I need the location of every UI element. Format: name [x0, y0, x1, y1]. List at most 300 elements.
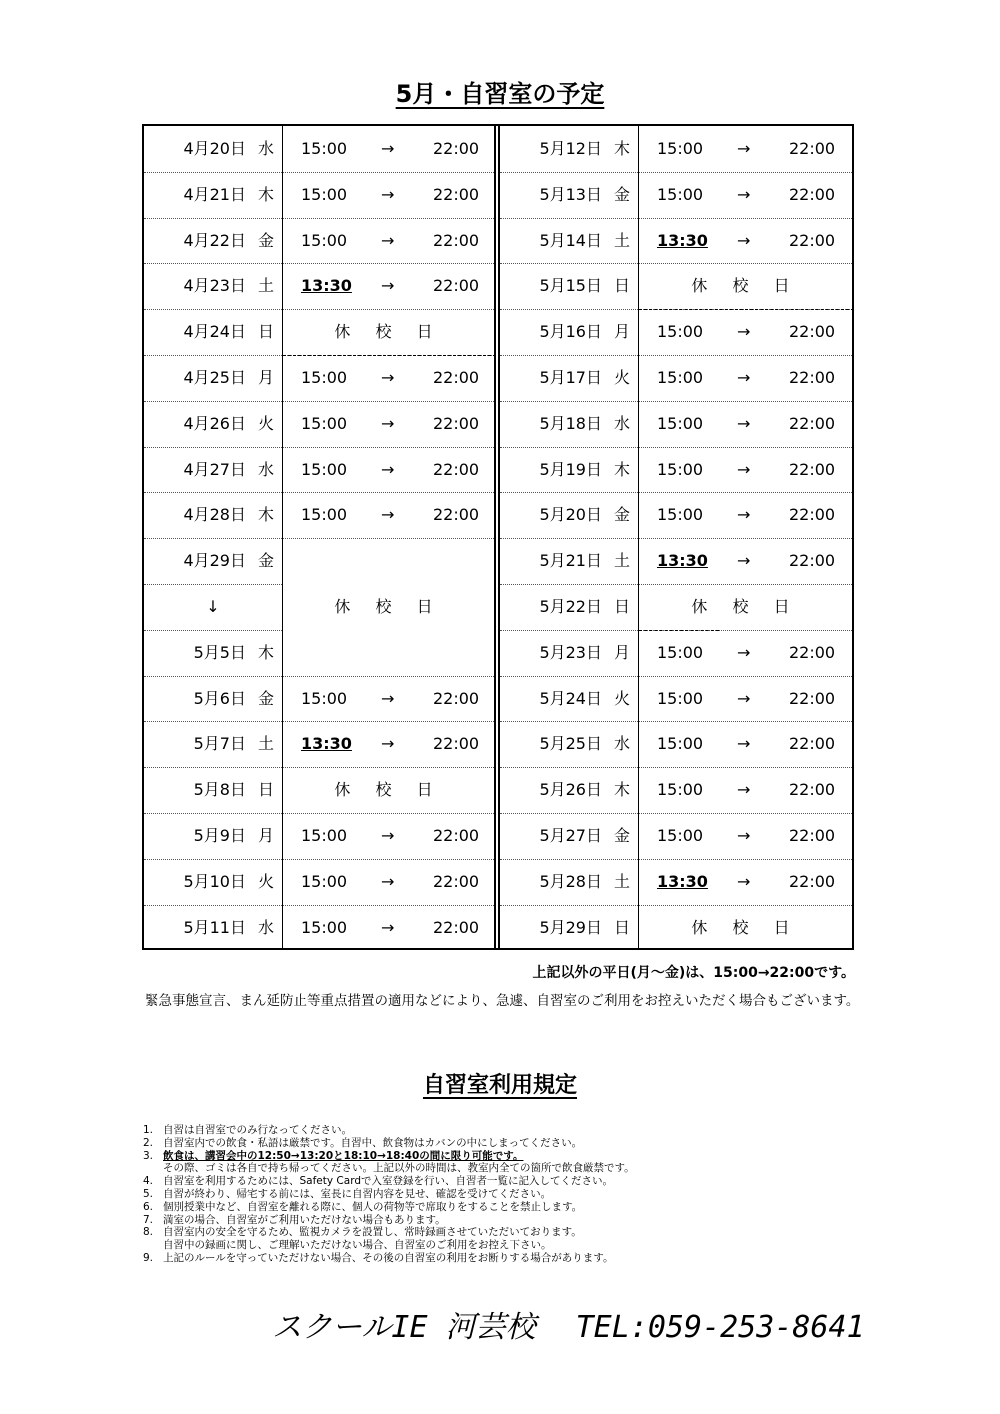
- schedule-row: [500, 309, 852, 355]
- date-cell: [144, 538, 282, 584]
- rule-text: 自習室を利用するためには、Safety Cardで入室登録を行い、自習者一覧に記入してください。: [163, 1175, 613, 1188]
- date-cell: [144, 584, 282, 630]
- schedule-row: [144, 676, 494, 722]
- start-time: 15:00: [657, 826, 704, 845]
- dashed-divider: [639, 630, 719, 631]
- schedule-column-right: [498, 126, 852, 948]
- date-text: 5月29日: [539, 917, 602, 937]
- start-time: 15:00: [657, 184, 704, 204]
- start-time: 15:00: [657, 322, 704, 342]
- arrow: →: [737, 551, 751, 571]
- weekday-text: 月: [257, 368, 274, 387]
- closed-label: 休 校 日: [334, 597, 443, 616]
- date-cell: [500, 767, 638, 813]
- date-cell: [144, 401, 282, 447]
- start-time: 13:30: [657, 551, 708, 571]
- end-time: 22:00: [789, 184, 836, 204]
- end-time: 22:00: [433, 459, 480, 479]
- time-cell: [283, 767, 494, 813]
- schedule-row: [500, 813, 852, 859]
- arrow: →: [737, 642, 751, 662]
- weekday-text: 土: [613, 871, 630, 891]
- time-cell: [283, 584, 494, 630]
- date-text: 5月15日: [539, 276, 602, 296]
- start-time: 13:30: [301, 734, 352, 754]
- end-time: 22:00: [433, 917, 480, 937]
- date-cell: [144, 767, 282, 813]
- schedule-row: [144, 584, 494, 630]
- date-cell: [500, 813, 638, 859]
- end-time: 22:00: [789, 505, 836, 525]
- weekday-text: 木: [613, 780, 630, 800]
- rule-item: [143, 1239, 863, 1252]
- schedule-row: [500, 126, 852, 172]
- arrow: →: [381, 871, 395, 891]
- weekday-text: 金: [613, 505, 630, 525]
- date-text: 5月10日: [183, 871, 246, 891]
- time-cell: [639, 172, 852, 218]
- weekday-text: 金: [613, 184, 630, 204]
- schedule-column-left: [144, 126, 496, 948]
- schedule-row: [500, 401, 852, 447]
- time-cell: [283, 905, 494, 951]
- schedule-row: [144, 126, 494, 172]
- arrow: →: [737, 780, 751, 800]
- rule-text: 自習は自習室でのみ行なってください。: [163, 1124, 352, 1136]
- rule-item: [143, 1137, 863, 1150]
- weekday-text: 火: [613, 688, 630, 708]
- time-cell: [639, 630, 852, 676]
- arrow: →: [381, 276, 395, 296]
- weekday-text: 日: [613, 917, 630, 937]
- schedule-row: [500, 263, 852, 309]
- date-text: 5月20日: [539, 505, 602, 525]
- weekday-text: 金: [613, 826, 630, 845]
- date-cell: [144, 263, 282, 309]
- date-cell: [144, 447, 282, 493]
- schedule-row: [500, 172, 852, 218]
- date-cell: [144, 355, 282, 401]
- start-time: 15:00: [301, 505, 348, 525]
- weekday-text: 水: [613, 413, 630, 433]
- weekday-text: 火: [257, 871, 274, 891]
- weekday-text: 金: [257, 551, 274, 571]
- schedule-row: [144, 218, 494, 264]
- start-time: 15:00: [657, 413, 704, 433]
- time-cell: [283, 218, 494, 264]
- arrow: →: [737, 413, 751, 433]
- arrow: →: [381, 368, 395, 387]
- start-time: 15:00: [657, 688, 704, 708]
- time-cell: [639, 126, 852, 172]
- date-text: 5月25日: [539, 734, 602, 754]
- rule-number: 3.: [143, 1149, 154, 1162]
- weekday-text: 日: [613, 597, 630, 616]
- time-cell: [639, 676, 852, 722]
- weekday-text: 月: [613, 322, 630, 342]
- weekday-text: 木: [257, 184, 274, 204]
- date-cell: [144, 126, 282, 172]
- weekday-text: 水: [257, 917, 274, 937]
- end-time: 22:00: [433, 276, 480, 296]
- arrow: →: [737, 826, 751, 845]
- time-cell: [283, 676, 494, 722]
- arrow: →: [737, 734, 751, 754]
- end-time: 22:00: [433, 368, 480, 387]
- closed-label: 休 校 日: [691, 276, 800, 296]
- start-time: 15:00: [657, 780, 704, 800]
- end-time: 22:00: [789, 826, 836, 845]
- date-cell: [500, 355, 638, 401]
- start-time: 13:30: [657, 230, 708, 250]
- rule-text: 満室の場合、自習室がご利用いただけない場合もあります。: [163, 1213, 446, 1226]
- date-cell: [500, 492, 638, 538]
- arrow: →: [737, 184, 751, 204]
- date-text: 4月26日: [183, 413, 246, 433]
- schedule-row: [500, 676, 852, 722]
- arrow: →: [737, 230, 751, 250]
- date-text: 5月16日: [539, 322, 602, 342]
- time-cell: [283, 447, 494, 493]
- schedule-row: [500, 447, 852, 493]
- time-cell: [283, 538, 494, 584]
- schedule-row: [144, 630, 494, 676]
- start-time: 15:00: [301, 688, 348, 708]
- rule-number: 8.: [143, 1226, 154, 1239]
- date-text: 5月6日: [193, 688, 246, 708]
- schedule-row: [144, 721, 494, 767]
- weekday-text: 木: [257, 642, 274, 662]
- end-time: 22:00: [789, 322, 836, 342]
- rule-text: 自習中の録画に関し、ご理解いただけない場合、自習室のご利用をお控え下さい。: [163, 1239, 552, 1252]
- date-cell: [144, 492, 282, 538]
- rule-text: 飲食は、講習会中の12:50→13:20と18:10→18:40の間に限り可能です。: [163, 1149, 524, 1162]
- rule-number: 9.: [143, 1251, 154, 1264]
- time-cell: [283, 309, 494, 355]
- dashed-divider: [639, 309, 854, 310]
- schedule-row: [144, 355, 494, 401]
- start-time: 15:00: [657, 505, 704, 525]
- schedule-row: [144, 447, 494, 493]
- closed-label: 休 校 日: [691, 917, 800, 937]
- start-time: 15:00: [301, 184, 348, 204]
- weekday-text: 土: [613, 551, 630, 571]
- rule-text: 自習室内の安全を守るため、監視カメラを設置し、常時録画させていただいております。: [163, 1226, 582, 1239]
- arrow: →: [381, 184, 395, 204]
- rule-item: [143, 1201, 863, 1214]
- weekday-text: 火: [613, 368, 630, 387]
- weekday-text: 木: [613, 459, 630, 479]
- date-cell: [500, 584, 638, 630]
- end-time: 22:00: [789, 230, 836, 250]
- time-cell: [639, 355, 852, 401]
- arrow: →: [381, 505, 395, 525]
- closed-label: 休 校 日: [334, 322, 443, 342]
- schedule-row: [500, 630, 852, 676]
- rule-item: [143, 1150, 863, 1163]
- end-time: 22:00: [789, 688, 836, 708]
- date-text: 4月23日: [183, 276, 246, 296]
- rule-text: 個別授業中など、自習室を離れる際に、個人の荷物等で席取りをすることを禁止します。: [163, 1200, 583, 1213]
- date-text: 5月13日: [539, 184, 602, 204]
- date-text: 5月21日: [539, 551, 602, 571]
- end-time: 22:00: [433, 688, 480, 708]
- end-time: 22:00: [789, 780, 836, 800]
- schedule-row: [144, 401, 494, 447]
- rule-item: [143, 1188, 863, 1201]
- start-time: 15:00: [657, 642, 704, 662]
- time-cell: [639, 401, 852, 447]
- dashed-divider: [283, 355, 496, 356]
- end-time: 22:00: [433, 734, 480, 754]
- arrow: →: [381, 826, 395, 845]
- start-time: 13:30: [301, 276, 352, 296]
- arrow: →: [737, 871, 751, 891]
- date-cell: [144, 813, 282, 859]
- date-text: 5月27日: [539, 826, 602, 845]
- schedule-row: [500, 767, 852, 813]
- end-time: 22:00: [433, 413, 480, 433]
- date-cell: [500, 905, 638, 951]
- arrow: →: [737, 139, 751, 158]
- date-cell: [144, 676, 282, 722]
- start-time: 15:00: [301, 871, 348, 891]
- rule-text: 自習室内での飲食・私語は厳禁です。自習中、飲食物はカバンの中にしまってください。: [163, 1136, 583, 1149]
- time-cell: [639, 859, 852, 905]
- date-text: 4月25日: [183, 368, 246, 387]
- start-time: 15:00: [657, 459, 704, 479]
- date-cell: [500, 676, 638, 722]
- rule-number: 4.: [143, 1175, 154, 1188]
- end-time: 22:00: [789, 734, 836, 754]
- date-text: 4月24日: [183, 322, 246, 342]
- time-cell: [283, 492, 494, 538]
- arrow: →: [737, 322, 751, 342]
- closed-label: 休 校 日: [691, 597, 800, 616]
- date-text: 4月22日: [183, 230, 246, 250]
- end-time: 22:00: [789, 368, 836, 387]
- time-cell: [283, 126, 494, 172]
- date-text: 5月23日: [539, 642, 602, 662]
- start-time: 15:00: [657, 139, 704, 158]
- start-time: 15:00: [657, 368, 704, 387]
- weekday-text: 日: [613, 276, 630, 296]
- time-cell: [639, 905, 852, 951]
- closed-label: 休 校 日: [334, 780, 443, 800]
- end-time: 22:00: [433, 826, 480, 845]
- weekday-text: 土: [257, 734, 274, 754]
- rule-item: [143, 1175, 863, 1188]
- schedule-row: [144, 813, 494, 859]
- arrow: →: [381, 139, 395, 158]
- date-cell: [500, 309, 638, 355]
- end-time: 22:00: [789, 459, 836, 479]
- end-time: 22:00: [789, 139, 836, 158]
- start-time: 15:00: [301, 917, 348, 937]
- arrow: →: [381, 230, 395, 250]
- schedule-row: [500, 355, 852, 401]
- schedule-row: [144, 263, 494, 309]
- time-cell: [639, 263, 852, 309]
- schedule-row: [500, 721, 852, 767]
- rules-list: [143, 1124, 863, 1265]
- end-time: 22:00: [433, 230, 480, 250]
- date-cell: [144, 630, 282, 676]
- time-cell: [283, 172, 494, 218]
- date-text: 5月14日: [539, 230, 602, 250]
- start-time: 15:00: [301, 459, 348, 479]
- end-time: 22:00: [433, 505, 480, 525]
- weekday-text: 木: [613, 139, 630, 158]
- rules-title: 自習室利用規定: [422, 1073, 577, 1098]
- rule-item: [143, 1214, 863, 1227]
- schedule-row: [144, 767, 494, 813]
- arrow: →: [737, 688, 751, 708]
- date-cell: [144, 721, 282, 767]
- arrow: →: [737, 505, 751, 525]
- date-cell: [500, 172, 638, 218]
- time-cell: [639, 538, 852, 584]
- rule-text: その際、ゴミは各自で持ち帰ってください。上記以外の時間は、教室内全ての箇所で飲食厳禁です。: [163, 1162, 635, 1175]
- schedule-row: [500, 218, 852, 264]
- arrow: →: [381, 917, 395, 937]
- schedule-row: [500, 905, 852, 951]
- date-text: 5月24日: [539, 688, 602, 708]
- schedule-row: [500, 492, 852, 538]
- rule-item: [143, 1162, 863, 1175]
- time-cell: [639, 721, 852, 767]
- date-text: 4月20日: [183, 139, 246, 158]
- rule-number: 5.: [143, 1187, 154, 1200]
- date-cell: [500, 538, 638, 584]
- date-cell: [500, 630, 638, 676]
- rule-number: 1.: [143, 1124, 154, 1136]
- rule-number: 7.: [143, 1213, 154, 1226]
- date-text: 5月5日: [193, 642, 246, 662]
- date-cell: [500, 401, 638, 447]
- start-time: 15:00: [301, 139, 348, 158]
- time-cell: [639, 309, 852, 355]
- weekday-text: 水: [257, 139, 274, 158]
- rule-number: 6.: [143, 1200, 154, 1213]
- time-cell: [639, 218, 852, 264]
- weekday-text: 土: [613, 230, 630, 250]
- schedule-row: [500, 859, 852, 905]
- page-title: 5月・自習室の予定: [395, 80, 605, 108]
- time-cell: [283, 401, 494, 447]
- rule-text: 上記のルールを守っていただけない場合、その後の自習室の利用をお断りする場合があります。: [163, 1251, 614, 1264]
- weekday-text: 木: [257, 505, 274, 525]
- time-cell: [639, 447, 852, 493]
- weekday-text: 水: [257, 459, 274, 479]
- schedule-row: [500, 538, 852, 584]
- start-time: 15:00: [301, 368, 348, 387]
- time-cell: [639, 584, 852, 630]
- time-cell: [283, 630, 494, 676]
- weekday-text: 金: [257, 688, 274, 708]
- time-cell: [283, 263, 494, 309]
- start-time: 15:00: [301, 826, 348, 845]
- date-text: 5月22日: [539, 597, 602, 616]
- date-text: 4月29日: [183, 551, 246, 571]
- date-cell: [144, 218, 282, 264]
- arrow: →: [737, 368, 751, 387]
- rule-item: [143, 1124, 863, 1137]
- arrow: →: [737, 459, 751, 479]
- time-cell: [639, 767, 852, 813]
- weekday-note: 上記以外の平日(月～金)は、15:00→22:00です。: [532, 965, 855, 981]
- schedule-row: [144, 172, 494, 218]
- date-cell: [500, 721, 638, 767]
- date-text: 4月21日: [183, 184, 246, 204]
- date-text: 5月26日: [539, 780, 602, 800]
- schedule-row: [144, 538, 494, 584]
- date-cell: [144, 905, 282, 951]
- date-text: 5月8日: [193, 780, 246, 800]
- schedule-row: [500, 584, 852, 630]
- start-time: 13:30: [657, 871, 708, 891]
- date-cell: [144, 309, 282, 355]
- date-text: 4月28日: [183, 505, 246, 525]
- rule-item: [143, 1252, 863, 1265]
- end-time: 22:00: [789, 642, 836, 662]
- date-cell: [500, 447, 638, 493]
- end-time: 22:00: [433, 139, 480, 158]
- footer: [272, 1302, 865, 1346]
- schedule-table: [142, 124, 854, 950]
- end-time: 22:00: [789, 871, 836, 891]
- weekday-text: 火: [257, 413, 274, 433]
- rule-text: 自習が終わり、帰宅する前には、室長に自習内容を見せ、確認を受けてください。: [163, 1187, 552, 1200]
- date-cell: [500, 218, 638, 264]
- date-cell: [500, 263, 638, 309]
- time-cell: [283, 721, 494, 767]
- schedule-row: [144, 492, 494, 538]
- weekday-text: 月: [613, 642, 630, 662]
- end-time: 22:00: [433, 871, 480, 891]
- weekday-text: 土: [257, 276, 274, 296]
- date-text: 4月27日: [183, 459, 246, 479]
- weekday-text: 日: [257, 780, 274, 800]
- arrow: →: [381, 734, 395, 754]
- end-time: 22:00: [433, 184, 480, 204]
- schedule-row: [144, 905, 494, 951]
- time-cell: [283, 355, 494, 401]
- date-cell: [500, 859, 638, 905]
- time-cell: [283, 813, 494, 859]
- rule-number: 2.: [143, 1136, 154, 1149]
- date-cell: [144, 859, 282, 905]
- arrow: →: [381, 413, 395, 433]
- schedule-row: [144, 859, 494, 905]
- date-text: 5月9日: [193, 826, 246, 845]
- emergency-note: 緊急事態宣言、まん延防止等重点措置の適用などにより、急遽、自習室のご利用をお控えいただく場合もございます。: [145, 993, 860, 1009]
- date-text: ↓: [206, 597, 220, 616]
- date-text: 5月18日: [539, 413, 602, 433]
- time-cell: [639, 813, 852, 859]
- date-cell: [144, 172, 282, 218]
- weekday-text: 日: [257, 322, 274, 342]
- start-time: 15:00: [301, 230, 348, 250]
- arrow: →: [381, 459, 395, 479]
- time-cell: [283, 859, 494, 905]
- date-text: 5月7日: [193, 734, 246, 754]
- date-cell: [500, 126, 638, 172]
- date-text: 5月19日: [539, 459, 602, 479]
- start-time: 15:00: [301, 413, 348, 433]
- arrow: →: [381, 688, 395, 708]
- weekday-text: 金: [257, 230, 274, 250]
